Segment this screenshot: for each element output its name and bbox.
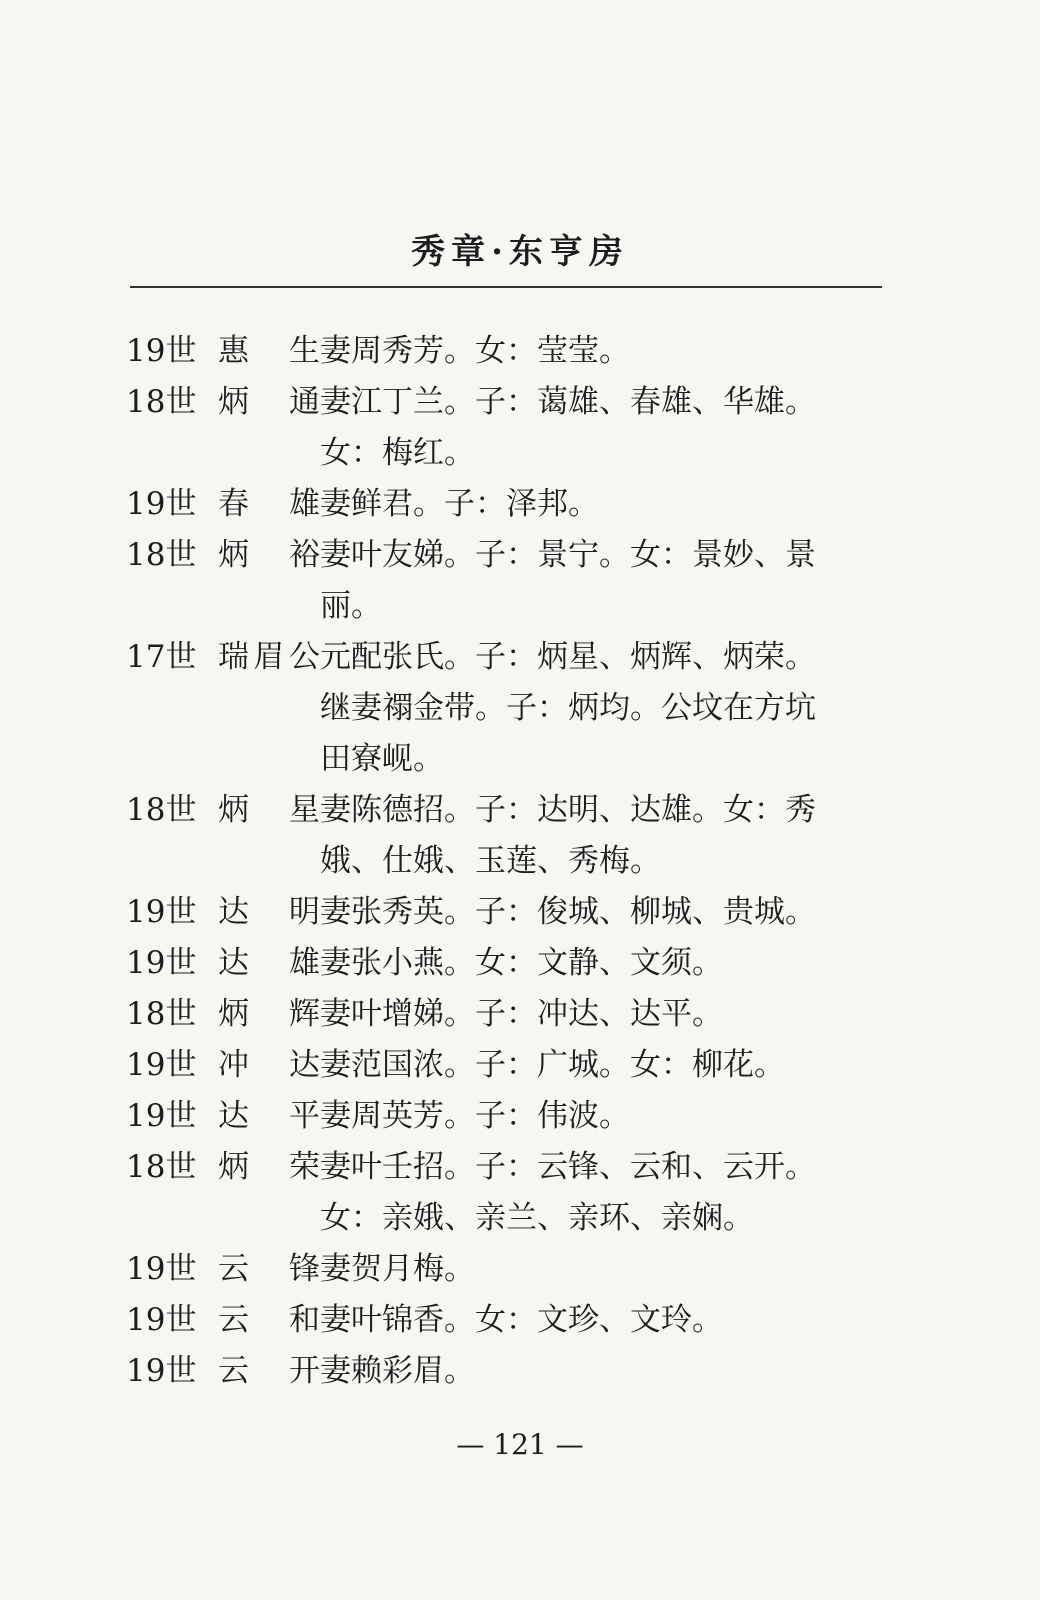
entry-text [320, 1295, 886, 1346]
name-char: 星 [289, 792, 320, 828]
entry-text [320, 377, 886, 479]
name-char: 平 [289, 1098, 320, 1134]
entry-text [320, 326, 886, 377]
person-name [218, 326, 320, 377]
name-char: 眉 [253, 639, 285, 675]
person-name [218, 377, 320, 479]
name-char: 锋 [289, 1251, 320, 1287]
generation-label: 19世 [126, 1098, 197, 1134]
genealogy-entry [126, 887, 886, 938]
name-char: 瑞 [218, 639, 249, 675]
person-name [218, 785, 320, 887]
entry-text [320, 1091, 886, 1142]
generation-label: 19世 [126, 1353, 197, 1389]
entry-line: 妻叶友娣。子：景宁。女：景妙、景 [320, 537, 816, 573]
generation-label: 19世 [126, 1251, 197, 1287]
name-char: 通 [289, 384, 320, 420]
entry-line: 妻叶增娣。子：冲达、达平。 [320, 996, 723, 1032]
entry-line: 妻叶壬招。子：云锋、云和、云开。 [320, 1149, 816, 1185]
person-name [218, 1244, 320, 1295]
genealogy-entry [126, 1295, 886, 1346]
entry-text [320, 1040, 886, 1091]
entry-line: 妻江丁兰。子：蔼雄、春雄、华雄。 [320, 384, 816, 420]
generation-label: 18世 [126, 996, 197, 1032]
genealogy-entry [126, 1346, 886, 1397]
name-char: 云 [218, 1353, 249, 1389]
generation-label: 19世 [126, 1047, 197, 1083]
generation-label: 18世 [126, 1149, 197, 1185]
generation-label: 17世 [126, 639, 197, 675]
running-head: 秀章·东亨房 [411, 232, 629, 272]
generation-label: 18世 [126, 384, 197, 420]
name-char: 炳 [218, 384, 249, 420]
entry-line: 女：梅红。 [320, 435, 475, 471]
person-name [218, 479, 320, 530]
name-char: 达 [218, 894, 249, 930]
entry-line: 元配张氏。子：炳星、炳辉、炳荣。 [320, 639, 816, 675]
generation-label: 18世 [126, 792, 197, 828]
name-char: 辉 [289, 996, 320, 1032]
genealogy-entries [126, 326, 886, 1397]
genealogy-entry [126, 326, 886, 377]
name-char: 开 [289, 1353, 320, 1389]
person-name [218, 938, 320, 989]
name-char: 雄 [289, 486, 320, 522]
entry-line: 娥、仕娥、玉莲、秀梅。 [320, 843, 661, 879]
name-char: 炳 [218, 792, 249, 828]
entry-text [320, 479, 886, 530]
genealogy-entry [126, 1142, 886, 1244]
entry-line: 妻陈德招。子：达明、达雄。女：秀 [320, 792, 816, 828]
genealogy-entry [126, 479, 886, 530]
person-name [218, 1295, 320, 1346]
person-name [218, 1142, 320, 1244]
header-rule [130, 286, 882, 288]
name-char: 生 [289, 333, 320, 369]
genealogy-entry [126, 1040, 886, 1091]
entry-text [320, 1346, 886, 1397]
entry-text [320, 887, 886, 938]
entry-line: 田寮岘。 [320, 741, 444, 777]
page-number: — 121 — [456, 1428, 584, 1461]
generation-label: 19世 [126, 894, 197, 930]
person-name [218, 1091, 320, 1142]
entry-text [320, 632, 886, 785]
name-char: 云 [218, 1251, 249, 1287]
name-char: 冲 [218, 1047, 249, 1083]
generation-label: 19世 [126, 333, 197, 369]
entry-line: 女：亲娥、亲兰、亲环、亲娴。 [320, 1200, 754, 1236]
name-char: 公 [289, 639, 320, 675]
name-char: 达 [218, 945, 249, 981]
entry-line: 妻张秀英。子：俊城、柳城、贵城。 [320, 894, 816, 930]
entry-text [320, 1244, 886, 1295]
name-char: 荣 [289, 1149, 320, 1185]
person-name [218, 632, 320, 785]
generation-label: 19世 [126, 945, 197, 981]
genealogy-entry [126, 632, 886, 785]
entry-text [320, 785, 886, 887]
name-char: 和 [289, 1302, 320, 1338]
name-char: 达 [218, 1098, 249, 1134]
entry-line: 妻赖彩眉。 [320, 1353, 475, 1389]
entry-line: 妻周英芳。子：伟波。 [320, 1098, 630, 1134]
entry-line: 丽。 [320, 588, 382, 624]
name-char: 惠 [218, 333, 249, 369]
generation-label: 19世 [126, 1302, 197, 1338]
name-char: 明 [289, 894, 320, 930]
entry-line: 妻贺月梅。 [320, 1251, 475, 1287]
person-name [218, 1040, 320, 1091]
name-char: 云 [218, 1302, 249, 1338]
genealogy-entry [126, 530, 886, 632]
generation-label: 18世 [126, 537, 197, 573]
entry-text [320, 989, 886, 1040]
person-name [218, 530, 320, 632]
name-char: 春 [218, 486, 249, 522]
name-char: 炳 [218, 1149, 249, 1185]
person-name [218, 1346, 320, 1397]
name-char: 裕 [289, 537, 320, 573]
entry-line: 妻叶锦香。女：文珍、文玲。 [320, 1302, 723, 1338]
genealogy-entry [126, 938, 886, 989]
genealogy-entry [126, 1091, 886, 1142]
entry-text [320, 938, 886, 989]
entry-line: 妻鲜君。子：泽邦。 [320, 486, 599, 522]
generation-label: 19世 [126, 486, 197, 522]
name-char: 炳 [218, 537, 249, 573]
entry-text [320, 530, 886, 632]
genealogy-entry [126, 785, 886, 887]
person-name [218, 989, 320, 1040]
genealogy-entry [126, 377, 886, 479]
entry-text [320, 1142, 886, 1244]
genealogy-entry [126, 1244, 886, 1295]
name-char: 达 [289, 1047, 320, 1083]
name-char: 雄 [289, 945, 320, 981]
entry-line: 妻范国浓。子：广城。女：柳花。 [320, 1047, 785, 1083]
entry-line: 妻张小燕。女：文静、文须。 [320, 945, 723, 981]
person-name [218, 887, 320, 938]
genealogy-entry [126, 989, 886, 1040]
name-char: 炳 [218, 996, 249, 1032]
entry-line: 继妻禤金带。子：炳均。公坟在方坑 [320, 690, 816, 726]
entry-line: 妻周秀芳。女：莹莹。 [320, 333, 630, 369]
